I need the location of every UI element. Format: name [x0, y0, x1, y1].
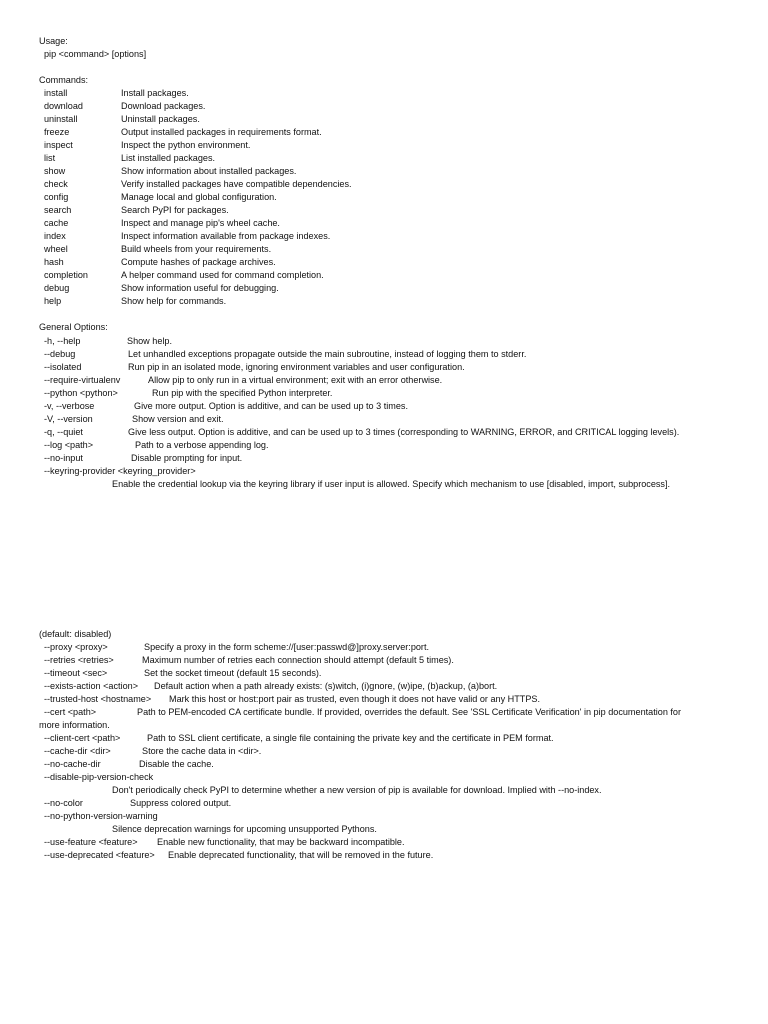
option-flag: --log <path>: [44, 440, 94, 450]
option-flag: --exists-action <action>: [44, 681, 139, 691]
usage-label: Usage:: [39, 36, 68, 46]
command-name: completion: [44, 270, 88, 280]
command-name: download: [44, 101, 83, 111]
command-desc: Verify installed packages have compatible dependencies.: [121, 179, 352, 189]
option-flag: --trusted-host <hostname>: [44, 694, 152, 704]
command-desc: Inspect and manage pip's wheel cache.: [121, 218, 280, 228]
option-flag: --python <python>: [44, 388, 118, 398]
command-name: show: [44, 166, 66, 176]
option-flag: --no-color: [44, 798, 83, 808]
option-desc: Path to a verbose appending log.: [135, 440, 269, 450]
command-name: debug: [44, 283, 70, 293]
option-desc: Allow pip to only run in a virtual environment; exit with an error otherwise.: [148, 375, 443, 385]
command-name: hash: [44, 257, 64, 267]
option-flag: --client-cert <path>: [44, 733, 121, 743]
option-flag: --keyring-provider <keyring_provider>: [44, 466, 196, 476]
option-flag: -V, --version: [44, 414, 93, 424]
option-flag: --no-input: [44, 453, 83, 463]
command-desc: Install packages.: [121, 88, 189, 98]
option-flag: --proxy <proxy>: [44, 642, 108, 652]
option-desc: Show version and exit.: [132, 414, 224, 424]
option-flag: --use-feature <feature>: [44, 837, 138, 847]
option-desc: Let unhandled exceptions propagate outside the main subroutine, instead of logging them to stderr.: [128, 349, 527, 359]
option-desc: Mark this host or host:port pair as trusted, even though it does not have valid or any HTTPS.: [169, 694, 541, 704]
option-desc: Run pip in an isolated mode, ignoring environment variables and user configuration.: [128, 362, 465, 372]
option-flag: --use-deprecated <feature>: [44, 850, 155, 860]
command-name: wheel: [44, 244, 68, 254]
option-flag: --debug: [44, 349, 76, 359]
command-desc: Download packages.: [121, 101, 206, 111]
command-name: search: [44, 205, 72, 215]
option-flag: --retries <retries>: [44, 655, 114, 665]
option-flag: --no-cache-dir: [44, 759, 101, 769]
command-desc: Inspect the python environment.: [121, 140, 251, 150]
command-name: help: [44, 296, 62, 306]
command-name: uninstall: [44, 114, 78, 124]
option-desc: Show help.: [127, 336, 172, 346]
option-desc: Specify a proxy in the form scheme://[user:passwd@]proxy.server:port.: [144, 642, 430, 652]
option-flag: --disable-pip-version-check: [44, 772, 154, 782]
option-flag: --timeout <sec>: [44, 668, 108, 678]
command-name: inspect: [44, 140, 73, 150]
command-desc: Compute hashes of package archives.: [121, 257, 276, 267]
command-name: index: [44, 231, 66, 241]
option-flag: -v, --verbose: [44, 401, 95, 411]
option-flag: --isolated: [44, 362, 82, 372]
command-name: list: [44, 153, 56, 163]
option-desc: Maximum number of retries each connection should attempt (default 5 times).: [142, 655, 454, 665]
command-name: install: [44, 88, 68, 98]
command-desc: Show information useful for debugging.: [121, 283, 279, 293]
command-name: config: [44, 192, 69, 202]
command-desc: Search PyPI for packages.: [121, 205, 229, 215]
command-desc: Build wheels from your requirements.: [121, 244, 272, 254]
option-desc: Suppress colored output.: [130, 798, 232, 808]
usage-syntax: pip <command> [options]: [44, 49, 147, 59]
commands-heading: Commands:: [39, 75, 89, 85]
option-desc: Set the socket timeout (default 15 seconds).: [144, 668, 322, 678]
option-desc: Give more output. Option is additive, and can be used up to 3 times.: [134, 401, 408, 411]
option-desc: Enable the credential lookup via the keyring library if user input is allowed. Specify which mechanism to use [disabled, import, subprocess].: [112, 479, 671, 489]
command-desc: Output installed packages in requirements format.: [121, 127, 322, 137]
command-name: freeze: [44, 127, 70, 137]
option-flag: -h, --help: [44, 336, 81, 346]
command-name: check: [44, 179, 68, 189]
option-desc: Enable new functionality, that may be backward incompatible.: [157, 837, 405, 847]
command-desc: Show information about installed packages.: [121, 166, 297, 176]
option-desc-continued: more information.: [39, 720, 110, 730]
option-desc: Default action when a path already exists: (s)witch, (i)gnore, (w)ipe, (b)ackup, (a)bort.: [154, 681, 498, 691]
option-flag: --no-python-version-warning: [44, 811, 158, 821]
option-flag: --cert <path>: [44, 707, 97, 717]
command-desc: Inspect information available from package indexes.: [121, 231, 331, 241]
command-name: cache: [44, 218, 69, 228]
option-desc: Enable deprecated functionality, that will be removed in the future.: [168, 850, 434, 860]
option-flag: -q, --quiet: [44, 427, 83, 437]
option-desc: Silence deprecation warnings for upcoming unsupported Pythons.: [112, 824, 377, 834]
option-desc: Store the cache data in <dir>.: [142, 746, 262, 756]
option-desc: Disable the cache.: [139, 759, 214, 769]
command-desc: Uninstall packages.: [121, 114, 200, 124]
option-desc: Path to SSL client certificate, a single file containing the private key and the certificate in PEM format.: [147, 733, 554, 743]
option-desc: Path to PEM-encoded CA certificate bundle. If provided, overrides the default. See 'SSL Certificate Verification' in pip documentation for: [137, 707, 682, 717]
default-note: (default: disabled): [39, 629, 112, 639]
command-desc: List installed packages.: [121, 153, 216, 163]
option-desc: Don't periodically check PyPI to determine whether a new version of pip is available for download. Implied with --no-index.: [112, 785, 602, 795]
option-desc: Disable prompting for input.: [131, 453, 243, 463]
option-flag: --require-virtualenv: [44, 375, 121, 385]
option-desc: Give less output. Option is additive, and can be used up to 3 times (corresponding to WARNING, ERROR, and CRITICAL logging levels).: [128, 427, 680, 437]
command-desc: Manage local and global configuration.: [121, 192, 277, 202]
command-desc: A helper command used for command completion.: [121, 270, 324, 280]
option-flag: --cache-dir <dir>: [44, 746, 111, 756]
command-desc: Show help for commands.: [121, 296, 227, 306]
option-desc: Run pip with the specified Python interpreter.: [152, 388, 333, 398]
general-options-heading: General Options:: [39, 322, 108, 332]
